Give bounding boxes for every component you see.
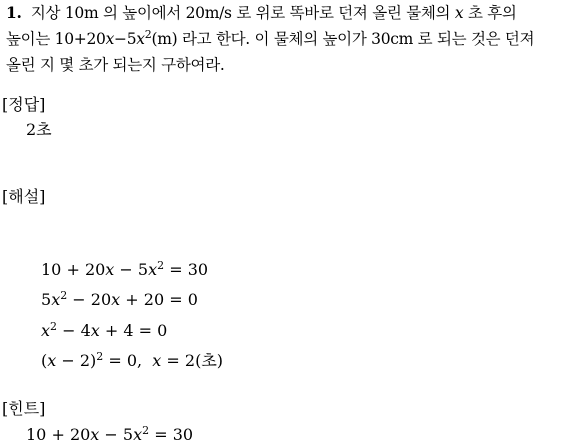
math-variable: x — [111, 290, 121, 309]
math-text: = 30 — [164, 260, 209, 279]
math-variable: x — [148, 260, 158, 279]
math-text: = 2(초) — [161, 351, 224, 370]
solution-step-4 — [41, 351, 223, 371]
math-text: − 5 — [114, 260, 149, 279]
answer-label: [정답] — [2, 95, 46, 114]
solution-step-3 — [41, 321, 167, 341]
exponent: 2 — [60, 289, 68, 302]
math-text: = 0, — [103, 351, 153, 370]
exponent: 2 — [50, 320, 58, 333]
math-variable: x — [105, 260, 115, 279]
problem-number: 1. — [6, 3, 22, 22]
problem-text: (m) 라고 한다. 이 물체의 높이가 30cm 로 되는 것은 던져 — [151, 30, 535, 48]
math-text: ( — [41, 351, 48, 370]
problem-text: −5 — [114, 30, 137, 48]
problem-line-3: 올린 지 몇 초가 되는지 구하여라. — [6, 56, 225, 74]
math-text: = 30 — [149, 425, 194, 444]
math-variable: x — [105, 30, 115, 48]
math-text: − 5 — [99, 425, 134, 444]
problem-statement — [6, 0, 568, 78]
explanation-label: [해설] — [2, 187, 46, 206]
math-variable: x — [41, 321, 51, 340]
math-variable: x — [152, 351, 162, 370]
exponent: 2 — [144, 28, 152, 41]
math-variable: x — [133, 425, 143, 444]
exponent: 2 — [157, 259, 165, 272]
solution-step-1 — [41, 260, 208, 280]
math-text: − 20 — [67, 290, 112, 309]
math-text: 5 — [41, 290, 52, 309]
math-variable: x — [454, 4, 464, 22]
problem-text: 지상 10m 의 높이에서 20m/s 로 위로 똑바로 던져 올린 물체의 — [30, 4, 451, 22]
math-text: 10 + 20 — [26, 425, 91, 444]
math-text: + 20 = 0 — [120, 290, 198, 309]
solution-step-2 — [41, 290, 198, 310]
problem-text: 초 후의 — [467, 4, 517, 22]
problem-line-2 — [6, 26, 568, 52]
math-variable: x — [136, 30, 145, 48]
math-text: 10 + 20 — [41, 260, 106, 279]
hint-label: [힌트] — [2, 399, 46, 418]
math-text: + 4 = 0 — [99, 321, 168, 340]
math-text: − 2) — [56, 351, 97, 370]
math-variable: x — [90, 321, 100, 340]
math-variable: x — [47, 351, 57, 370]
problem-text: 높이는 10+20 — [6, 30, 106, 48]
math-text: − 4 — [57, 321, 91, 340]
math-variable: x — [51, 290, 61, 309]
exponent: 2 — [142, 424, 150, 437]
problem-line-1 — [6, 0, 568, 26]
answer-value: 2초 — [26, 120, 52, 139]
hint-equation — [26, 425, 193, 445]
math-variable: x — [90, 425, 100, 444]
exponent: 2 — [96, 350, 104, 363]
